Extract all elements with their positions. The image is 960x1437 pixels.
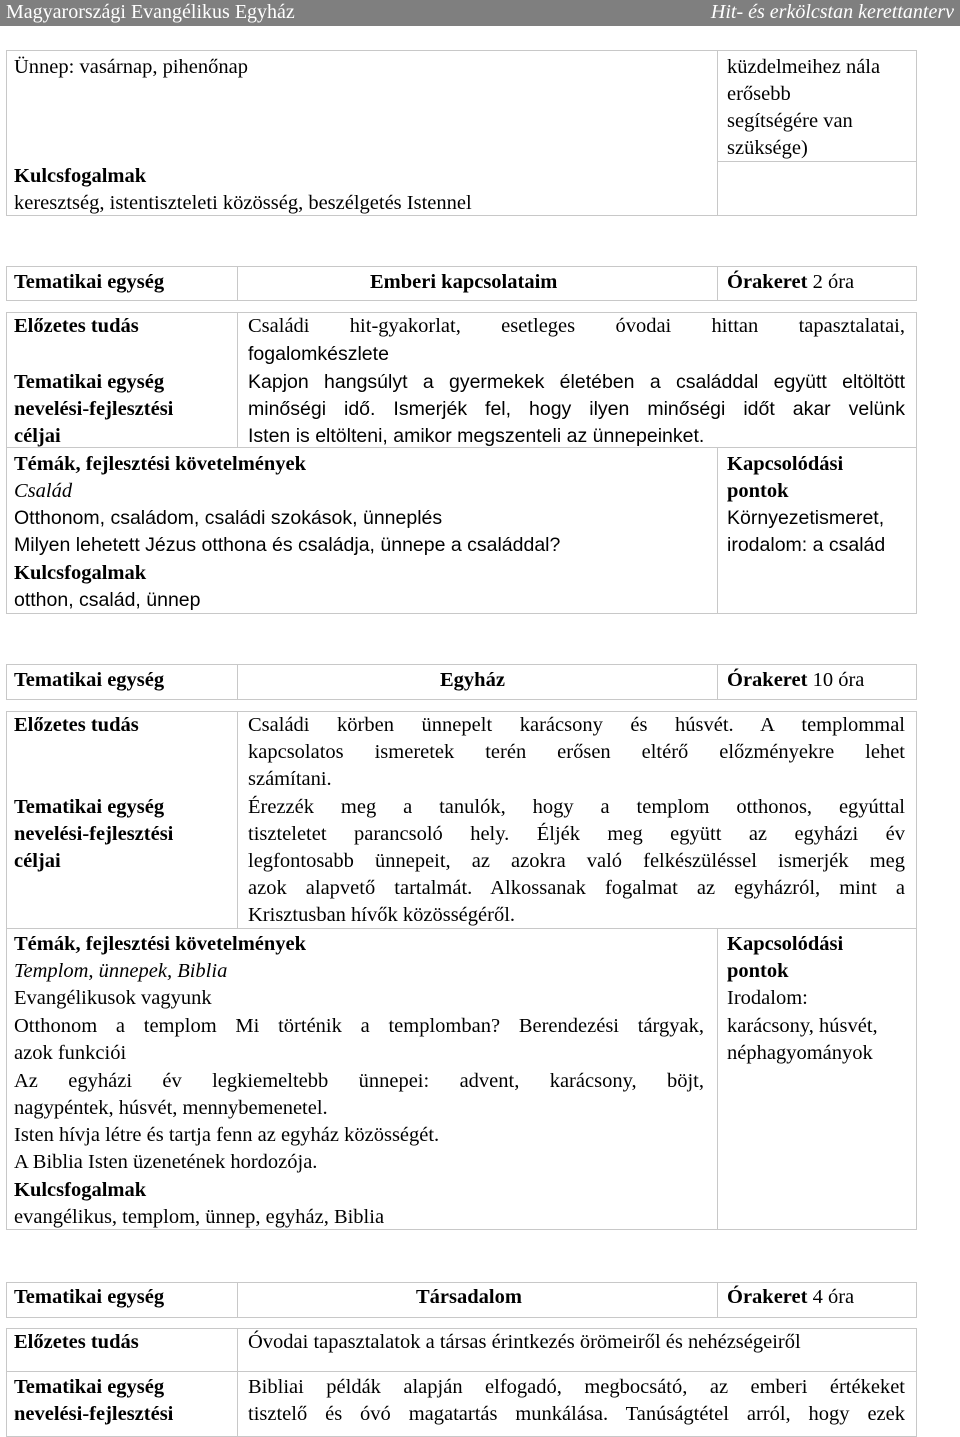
unit3-hours [727,1284,854,1311]
unit1-prior-line-2: fogalomkészlete [248,343,389,365]
unit3-orakeret-label: Órakeret [727,1286,808,1308]
unit1-key-terms-label: Kulcsfogalmak [14,562,147,584]
unit2-goals-line-3: legfontosabb ünnepeit, az azokra való felkészüléssel ismerjék meg [248,850,905,872]
unit1-prior-line-1: Családi hit-gyakorlat, esetleges óvodai hittan tapasztalatai, [248,315,905,337]
unit1-title: Emberi kapcsolataim [370,271,558,293]
unit2-tematikai-label: Tematikai egység [14,669,165,691]
unit2-topic-line-3: azok funkciói [14,1042,127,1064]
unit1-topic-line-2: Milyen lehetett Jézus otthona és családja, ünnepe a családdal? [14,534,561,556]
unit2-orakeret-label: Órakeret [727,669,808,691]
unit2-connections-line-2: karácsony, húsvét, [727,1015,878,1037]
unit1-goals-label-3: céljai [14,425,61,447]
unit2-goals-line-5: Krisztusban hívők közösségéről. [248,904,516,926]
header-document-title: Hit- és erkölcstan kerettanterv [710,1,954,23]
unit3-hours-value: 4 óra [812,1286,855,1308]
unit2-topic-line-7: A Biblia Isten üzenetének hordozója. [14,1151,318,1173]
unit2-connections-line-1: Irodalom: [727,987,808,1009]
unit2-topic-line-5: nagypéntek, húsvét, mennybemenetel. [14,1097,328,1119]
top-table-right-empty [717,161,917,216]
unit3-goals-label-1: Tematikai egység [14,1376,165,1398]
unit1-topic-title: Család [14,480,73,502]
unit3-prior: Óvodai tapasztalatok a társas érintkezés örömeiről és nehézségeiről [248,1331,801,1353]
unit2-prior-line-3: számítani. [248,768,332,790]
unit2-connections-label-1: Kapcsolódási [727,933,844,955]
unit1-topics-label: Témák, fejlesztési követelmények [14,453,307,475]
top-right-line-2: erősebb [727,83,791,105]
unit2-goals-label-2: nevelési-fejlesztési [14,823,174,845]
unit2-connections-label-2: pontok [727,960,789,982]
top-key-terms-label: Kulcsfogalmak [14,165,147,187]
unit2-prior-line-2: kapcsolatos ismeretek terén erősen eltérő előzményekre lehet [248,741,905,763]
unit2-goals-label-1: Tematikai egység [14,796,165,818]
unit2-key-terms: evangélikus, templom, ünnep, egyház, Biblia [14,1206,385,1228]
unit1-connections-label-2: pontok [727,480,789,502]
unit1-goals-label-1: Tematikai egység [14,371,165,393]
unit3-goals-line-1: Bibliai példák alapján elfogadó, megbocsátó, az emberi értékeket [248,1376,905,1398]
header-organization: Magyarországi Evangélikus Egyház [6,1,295,23]
unit1-connections-line-1: Környezetismeret, [727,507,885,529]
unit1-goals-line-2: minőségi idő. Ismerjék fel, hogy ilyen minőségi időt akar velünk [248,398,905,420]
unit2-topics-label: Témák, fejlesztési követelmények [14,933,307,955]
page-header [0,0,960,26]
unit1-goals-line-3: Isten is eltölteni, amikor megszenteli az ünnepeinket. [248,425,705,447]
unit1-connections-label-1: Kapcsolódási [727,453,844,475]
top-right-line-3: segítségére van [727,110,853,132]
unit1-prior-label: Előzetes tudás [14,315,139,337]
unit1-key-terms: otthon, család, ünnep [14,589,201,611]
unit1-goals-label-2: nevelési-fejlesztési [14,398,174,420]
unit2-topic-line-4: Az egyházi év legkiemeltebb ünnepei: advent, karácsony, böjt, [14,1070,704,1092]
unit1-hours-value: 2 óra [812,271,855,293]
top-right-line-1: küzdelmeihez nála [727,56,881,78]
unit2-goals-line-4: azok alapvető tartalmát. Alkossanak fogalmat az egyházról, mint a [248,877,905,899]
unit1-hours [727,269,854,296]
top-key-terms: keresztség, istentiszteleti közösség, beszélgetés Istennel [14,192,472,214]
unit2-hours [727,667,864,694]
unit2-goals-label-3: céljai [14,850,61,872]
unit2-connections-line-3: néphagyományok [727,1042,873,1064]
unit2-topic-line-2: Otthonom a templom Mi történik a templomban? Berendezési tárgyak, [14,1015,704,1037]
unit3-goals-line-2: tisztelő és óvó magatartás munkálása. Tanúságtétel arról, hogy ezek [248,1403,905,1425]
unit3-tematikai-label: Tematikai egység [14,1286,165,1308]
unit1-connections-line-2: irodalom: a család [727,534,886,556]
unit2-hours-value: 10 óra [812,669,865,691]
unit2-topic-title: Templom, ünnepek, Biblia [14,960,228,982]
unit2-topic-line-1: Evangélikusok vagyunk [14,987,212,1009]
unit2-title: Egyház [440,669,505,691]
unit2-topic-line-6: Isten hívja létre és tartja fenn az egyház közösségét. [14,1124,440,1146]
unit2-key-terms-label: Kulcsfogalmak [14,1179,147,1201]
unit2-prior-label: Előzetes tudás [14,714,139,736]
unit2-goals-line-1: Érezzék meg a tanulók, hogy a templom otthonos, egyúttal [248,796,905,818]
unit2-goals-line-2: tiszteletet parancsoló hely. Éljék meg együtt az egyházi év [248,823,905,845]
top-right-line-4: szüksége) [727,137,808,159]
top-holiday-line: Ünnep: vasárnap, pihenőnap [14,56,248,78]
unit3-goals-label-2: nevelési-fejlesztési [14,1403,174,1425]
unit1-orakeret-label: Órakeret [727,271,808,293]
unit3-title: Társadalom [416,1286,522,1308]
unit3-prior-label: Előzetes tudás [14,1331,139,1353]
unit1-tematikai-label: Tematikai egység [14,271,165,293]
unit2-prior-line-1: Családi körben ünnepelt karácsony és húsvét. A templommal [248,714,905,736]
unit1-topic-line-1: Otthonom, családom, családi szokások, ünneplés [14,507,443,529]
unit1-goals-line-1: Kapjon hangsúlyt a gyermekek életében a családdal együtt eltöltött [248,371,905,393]
